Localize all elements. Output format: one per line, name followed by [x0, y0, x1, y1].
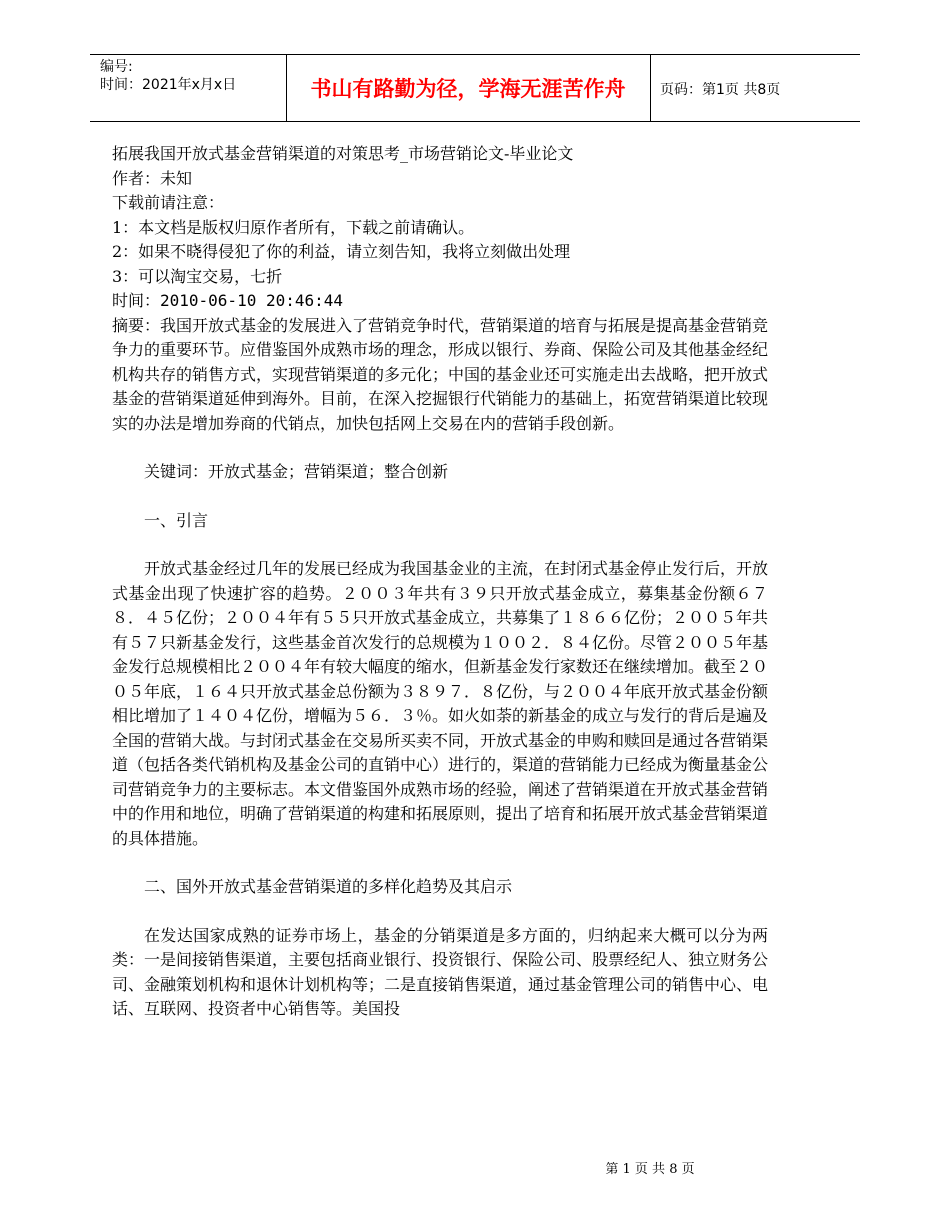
article-keywords: 关键词：开放式基金；营销渠道；整合创新: [144, 462, 449, 481]
header-divider-right: [650, 54, 651, 122]
section-heading-1: 一、引言: [144, 510, 209, 530]
header-time-label: 时间：2021年x月x日: [100, 77, 237, 93]
article-abstract: 摘要：我国开放式基金的发展进入了营销竞争时代，营销渠道的培育与拓展是提高基金营销竞争力的重要环节。应借鉴国外成熟市场的理念，形成以银行、券商、保险公司及其他基金经纪机构共存的销售方式，实现营销渠道的多元化；中国的基金业还可实施走出去战略，把开放式基金的营销渠道延伸到海外。目前，在深入挖掘银行代销能力的基础上，拓宽营销渠道比较现实的办法是增加券商的代销点，加快包括网上交易在内的营销手段创新。: [112, 315, 769, 433]
header-page-number: 页码：第1页 共8页: [660, 82, 781, 98]
notice-title: 下载前请注意：: [112, 193, 225, 212]
spacer: [112, 436, 768, 460]
header-meta: [100, 58, 236, 94]
notice-item-3: 3：可以淘宝交易，七折: [112, 266, 283, 286]
paragraph-2: 在发达国家成熟的证券市场上，基金的分销渠道是多方面的，归纳起来大概可以分为两类：一是间接销售渠道，主要包括商业银行、投资银行、保险公司、股票经纪人、独立财务公司、金融策划机构和退休计划机构等；二是直接销售渠道，通过基金管理公司的销售中心、电话、互联网、投资者中心销售等。美国投: [112, 925, 769, 1018]
section-heading-2: 二、国外开放式基金营销渠道的多样化趋势及其启示: [144, 877, 513, 896]
paragraph-1: 开放式基金经过几年的发展已经成为我国基金业的主流，在封闭式基金停止发行后，开放式基金出现了快速扩容的趋势。２００３年共有３９只开放式基金成立，募集基金份额６７８．４５亿份；２００４年有５５只开放式基金成立，共募集了１８６６亿份；２００５年共有５７只新基金发行，这些基金首次发行的总规模为１００２．８４亿份。尽管２００５年基金发行总规模相比２００４年有较大幅度的缩水，但新基金发行家数还在继续增加。截至２００５年底，１６４只开放式基金总份额为３８９７．８亿份，与２００４年底开放式基金份额相比增加了１４０４亿份，增幅为５６．３％。如火如荼的新基金的成立与发行的背后是遍及全国的营销大战。与封闭式基金在交易所买卖不同，开放式基金的申购和赎回是通过各营销渠道（包括各类代销机构及基金公司的直销中心）进行的，渠道的营销能力已经成为衡量基金公司营销竞争力的主要标志。本文借鉴国外成熟市场的经验，阐述了营销渠道在开放式基金营销中的作用和地位，明确了营销渠道的构建和拓展原则，提出了培育和拓展开放式基金营销渠道的具体措施。: [112, 559, 769, 848]
document-header: [90, 54, 860, 122]
notice-item-2: 2：如果不晓得侵犯了你的利益，请立刻告知，我将立刻做出处理: [112, 242, 571, 261]
article-title: 拓展我国开放式基金营销渠道的对策思考_市场营销论文-毕业论文: [112, 144, 574, 163]
header-motto: 书山有路勤为径，学海无涯苦作舟: [310, 77, 626, 101]
header-number-label: 编号:: [100, 59, 133, 75]
article-author: 作者：未知: [112, 168, 193, 188]
document-body: [112, 142, 768, 1022]
spacer: [112, 485, 768, 509]
article-time: 时间：2010-06-10 20:46:44: [112, 291, 344, 310]
spacer: [112, 851, 768, 875]
spacer: [112, 900, 768, 924]
page-footer: 第 1 页 共 8 页: [605, 1162, 695, 1177]
spacer: [112, 533, 768, 557]
notice-item-1: 1：本文档是版权归原作者所有，下载之前请确认。: [112, 217, 475, 237]
